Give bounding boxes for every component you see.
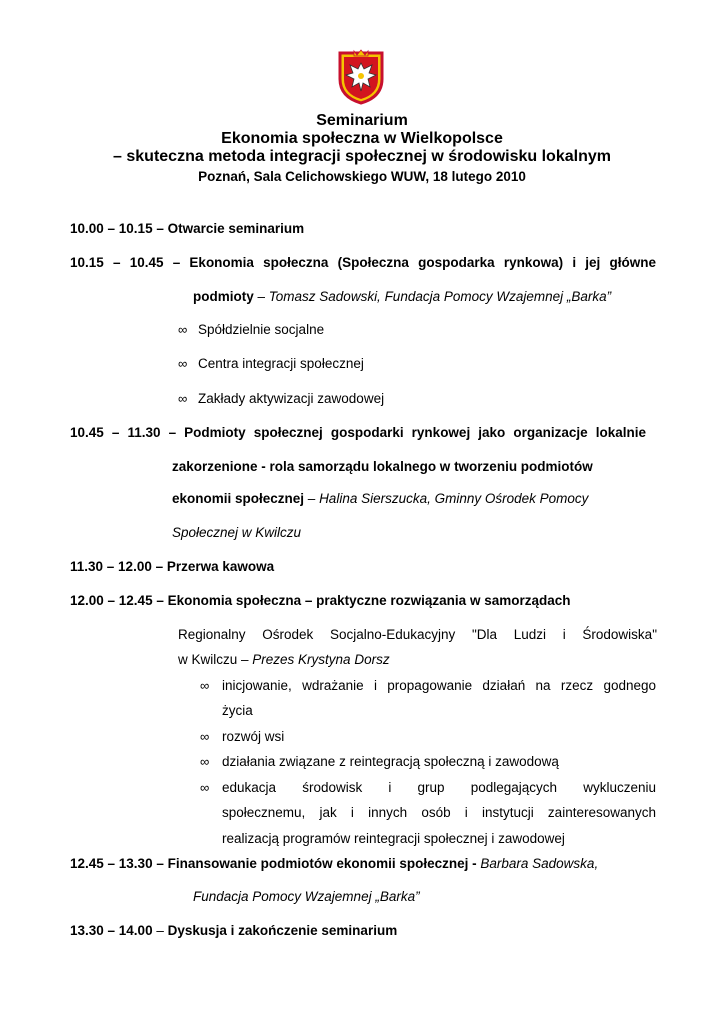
- seminar-venue: Poznań, Sala Celichowskiego WUW, 18 lutego 2010: [198, 169, 526, 184]
- organization-name: Regionalny Ośrodek Socjalno-Edukacyjny "Dla Ludzi i Środowiska": [178, 627, 657, 642]
- infinity-bullet-icon: ∞: [178, 391, 188, 406]
- speaker-name: Halina Sierszucka, Gminny Ośrodek Pomocy: [319, 491, 589, 506]
- agenda-item-local-entities-title-line2: zakorzenione - rola samorządu lokalnego w tworzeniu podmiotów: [172, 459, 593, 474]
- agenda-item-practical-solutions: 12.00 – 12.45 – Ekonomia społeczna – praktyczne rozwiązania w samorządach: [70, 593, 571, 608]
- infinity-bullet-icon: ∞: [200, 780, 210, 795]
- speaker-affiliation: Społecznej w Kwilczu: [172, 525, 302, 540]
- infinity-bullet-icon: ∞: [178, 322, 188, 337]
- agenda-item-discussion-title: Dyskusja i zakończenie seminarium: [167, 923, 398, 938]
- infinity-bullet-icon: ∞: [200, 678, 210, 693]
- speaker-affiliation: Fundacja Pomocy Wzajemnej „Barka”: [193, 889, 420, 904]
- dash: –: [253, 289, 269, 304]
- dash: –: [304, 491, 320, 506]
- seminar-subtitle-line2: – skuteczna metoda integracji społecznej w środowisku lokalnym: [113, 148, 611, 165]
- agenda-time: 13.30 – 14.00: [70, 923, 153, 938]
- list-item: Spółdzielnie socjalne: [198, 322, 325, 337]
- list-item-continuation: społecznemu, jak i innych osób i instytucji zainteresowanych: [222, 805, 656, 820]
- infinity-bullet-icon: ∞: [178, 356, 188, 371]
- speaker-name: Prezes Krystyna Dorsz: [252, 652, 390, 667]
- list-item: Centra integracji społecznej: [198, 356, 364, 371]
- list-item: edukacja środowisk i grup podlegających wykluczeniu: [222, 780, 656, 795]
- list-item-continuation: realizacją programów reintegracji społecznej i zawodowej: [222, 831, 565, 846]
- agenda-item-economy-speaker: [193, 289, 611, 305]
- list-item-continuation: życia: [222, 703, 253, 718]
- coat-of-arms-icon: [336, 49, 386, 105]
- list-item: działania związane z reintegracją społeczną i zawodową: [222, 754, 559, 769]
- infinity-bullet-icon: ∞: [200, 754, 210, 769]
- list-item: rozwój wsi: [222, 729, 285, 744]
- speaker-name: Barbara Sadowska,: [476, 856, 599, 871]
- dash: –: [152, 923, 168, 938]
- agenda-item-local-entities-speaker: [172, 491, 588, 507]
- list-item: Zakłady aktywizacji zawodowej: [198, 391, 385, 406]
- speaker-name: Tomasz Sadowski, Fundacja Pomocy Wzajemnej „Barka”: [268, 289, 612, 304]
- list-item: inicjowanie, wdrażanie i propagowanie działań na rzecz godnego: [222, 678, 656, 693]
- speaker-topic-end: podmioty: [193, 289, 254, 304]
- agenda-item-opening: 10.00 – 10.15 – Otwarcie seminarium: [70, 221, 305, 236]
- speaker-topic-end: ekonomii społecznej: [172, 491, 305, 506]
- agenda-item-discussion: [70, 923, 397, 939]
- agenda-item-financing-title: 12.45 – 13.30 – Finansowanie podmiotów ekonomii społecznej -: [70, 856, 477, 871]
- seminar-subtitle: Ekonomia społeczna w Wielkopolsce: [221, 130, 503, 147]
- agenda-item-local-entities-title: 10.45 – 11.30 – Podmioty społecznej gospodarki rynkowej jako organizacje lokalnie: [70, 425, 646, 440]
- organization-location: w Kwilczu –: [178, 652, 253, 667]
- seminar-title: Seminarium: [316, 112, 408, 129]
- agenda-item-financing: [70, 856, 598, 872]
- agenda-item-economy-title: 10.15 – 10.45 – Ekonomia społeczna (Społeczna gospodarka rynkowa) i jej główne: [70, 255, 656, 270]
- organization-speaker: [178, 652, 390, 668]
- agenda-item-coffee-break: 11.30 – 12.00 – Przerwa kawowa: [70, 559, 275, 574]
- infinity-bullet-icon: ∞: [200, 729, 210, 744]
